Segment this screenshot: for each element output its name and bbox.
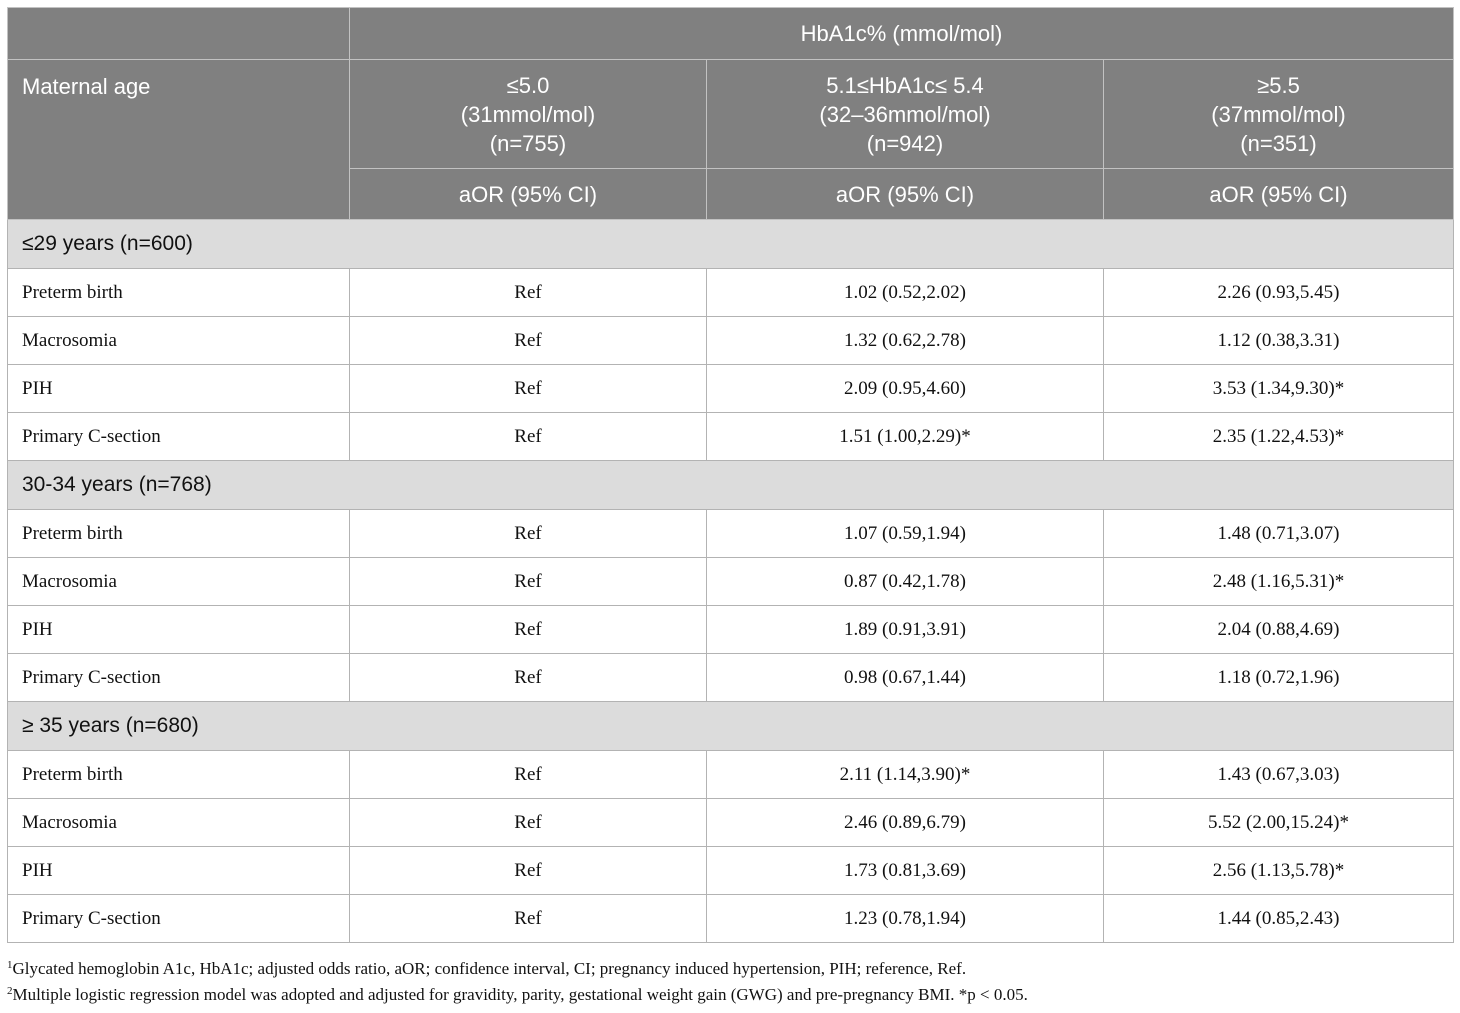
value-cell: 1.23 (0.78,1.94) <box>707 895 1104 943</box>
value-cell: 2.04 (0.88,4.69) <box>1104 606 1454 654</box>
column-header-mid <box>707 60 1104 169</box>
value-cell: 1.07 (0.59,1.94) <box>707 510 1104 558</box>
outcome-label: PIH <box>8 847 350 895</box>
table-row <box>8 895 1454 943</box>
value-cell: 2.35 (1.22,4.53)* <box>1104 413 1454 461</box>
value-cell: Ref <box>350 269 707 317</box>
value-cell: 1.02 (0.52,2.02) <box>707 269 1104 317</box>
value-cell: 2.11 (1.14,3.90)* <box>707 751 1104 799</box>
value-cell: Ref <box>350 799 707 847</box>
value-cell: Ref <box>350 606 707 654</box>
hba1c-title: HbA1c% (mmol/mol) <box>350 8 1454 60</box>
outcome-label: Macrosomia <box>8 799 350 847</box>
table-row <box>8 751 1454 799</box>
table-body <box>8 220 1454 943</box>
age-group-label: ≤29 years (n=600) <box>8 220 1454 269</box>
value-cell: 5.52 (2.00,15.24)* <box>1104 799 1454 847</box>
value-cell: 2.26 (0.93,5.45) <box>1104 269 1454 317</box>
outcome-label: Macrosomia <box>8 317 350 365</box>
value-cell: 1.32 (0.62,2.78) <box>707 317 1104 365</box>
column-header-line: (n=942) <box>866 130 944 156</box>
value-cell: 1.48 (0.71,3.07) <box>1104 510 1454 558</box>
value-cell: 2.48 (1.16,5.31)* <box>1104 558 1454 606</box>
outcome-label: Preterm birth <box>8 751 350 799</box>
value-cell: Ref <box>350 365 707 413</box>
column-header-low <box>350 60 707 169</box>
age-group-label: 30-34 years (n=768) <box>8 461 1454 510</box>
value-cell: 0.87 (0.42,1.78) <box>707 558 1104 606</box>
footnote <box>7 956 1453 982</box>
table-row <box>8 799 1454 847</box>
outcome-label: Macrosomia <box>8 558 350 606</box>
value-cell: Ref <box>350 847 707 895</box>
value-cell: Ref <box>350 751 707 799</box>
table-row <box>8 365 1454 413</box>
value-cell: 1.89 (0.91,3.91) <box>707 606 1104 654</box>
column-header-line: (n=351) <box>1240 130 1317 156</box>
stat-header: aOR (95% CI) <box>350 169 707 220</box>
table-row <box>8 558 1454 606</box>
value-cell: Ref <box>350 654 707 702</box>
column-header-line: 5.1≤HbA1c≤ 5.4 <box>826 72 984 98</box>
value-cell: Ref <box>350 510 707 558</box>
column-header-line: (31mmol/mol) <box>460 101 596 127</box>
table-row <box>8 317 1454 365</box>
value-cell: Ref <box>350 317 707 365</box>
value-cell: 2.09 (0.95,4.60) <box>707 365 1104 413</box>
table-row <box>8 606 1454 654</box>
results-table-container <box>7 7 1453 943</box>
table-row <box>8 654 1454 702</box>
footnote-mark: 2 <box>7 985 13 997</box>
value-cell: 2.46 (0.89,6.79) <box>707 799 1104 847</box>
footnote-text: Glycated hemoglobin A1c, HbA1c; adjusted odds ratio, aOR; confidence interval, CI; pregnancy induced hypertension, PIH; reference, Ref. <box>12 959 967 978</box>
outcome-label: Preterm birth <box>8 269 350 317</box>
value-cell: 2.56 (1.13,5.78)* <box>1104 847 1454 895</box>
footnote-text: Multiple logistic regression model was adopted and adjusted for gravidity, parity, gestational weight gain (GWG) and pre-pregnancy BMI. *p < 0.05. <box>12 985 1028 1004</box>
table-row <box>8 413 1454 461</box>
maternal-age-header: Maternal age <box>8 60 350 220</box>
outcome-label: Primary C-section <box>8 654 350 702</box>
value-cell: 0.98 (0.67,1.44) <box>707 654 1104 702</box>
footnote-mark: 1 <box>7 959 13 971</box>
age-group-label: ≥ 35 years (n=680) <box>8 702 1454 751</box>
column-header-high <box>1104 60 1454 169</box>
column-header-line: ≥5.5 <box>1257 72 1300 98</box>
table-row <box>8 510 1454 558</box>
table-row <box>8 847 1454 895</box>
outcome-label: PIH <box>8 606 350 654</box>
table-footnotes <box>7 956 1453 1008</box>
value-cell: 3.53 (1.34,9.30)* <box>1104 365 1454 413</box>
value-cell: 1.43 (0.67,3.03) <box>1104 751 1454 799</box>
results-table <box>7 7 1454 943</box>
value-cell: 1.73 (0.81,3.69) <box>707 847 1104 895</box>
value-cell: 1.51 (1.00,2.29)* <box>707 413 1104 461</box>
table-row <box>8 269 1454 317</box>
outcome-label: PIH <box>8 365 350 413</box>
value-cell: Ref <box>350 413 707 461</box>
stat-header: aOR (95% CI) <box>707 169 1104 220</box>
header-blank-cell <box>8 8 350 60</box>
outcome-label: Primary C-section <box>8 413 350 461</box>
outcome-label: Preterm birth <box>8 510 350 558</box>
column-header-line: (37mmol/mol) <box>1211 101 1346 127</box>
value-cell: Ref <box>350 558 707 606</box>
value-cell: 1.18 (0.72,1.96) <box>1104 654 1454 702</box>
outcome-label: Primary C-section <box>8 895 350 943</box>
footnote <box>7 982 1453 1008</box>
value-cell: Ref <box>350 895 707 943</box>
value-cell: 1.12 (0.38,3.31) <box>1104 317 1454 365</box>
table-header <box>8 8 1454 220</box>
column-header-line: ≤5.0 <box>506 72 550 98</box>
column-header-line: (n=755) <box>489 130 567 156</box>
column-header-line: (32–36mmol/mol) <box>819 101 991 127</box>
stat-header: aOR (95% CI) <box>1104 169 1454 220</box>
value-cell: 1.44 (0.85,2.43) <box>1104 895 1454 943</box>
